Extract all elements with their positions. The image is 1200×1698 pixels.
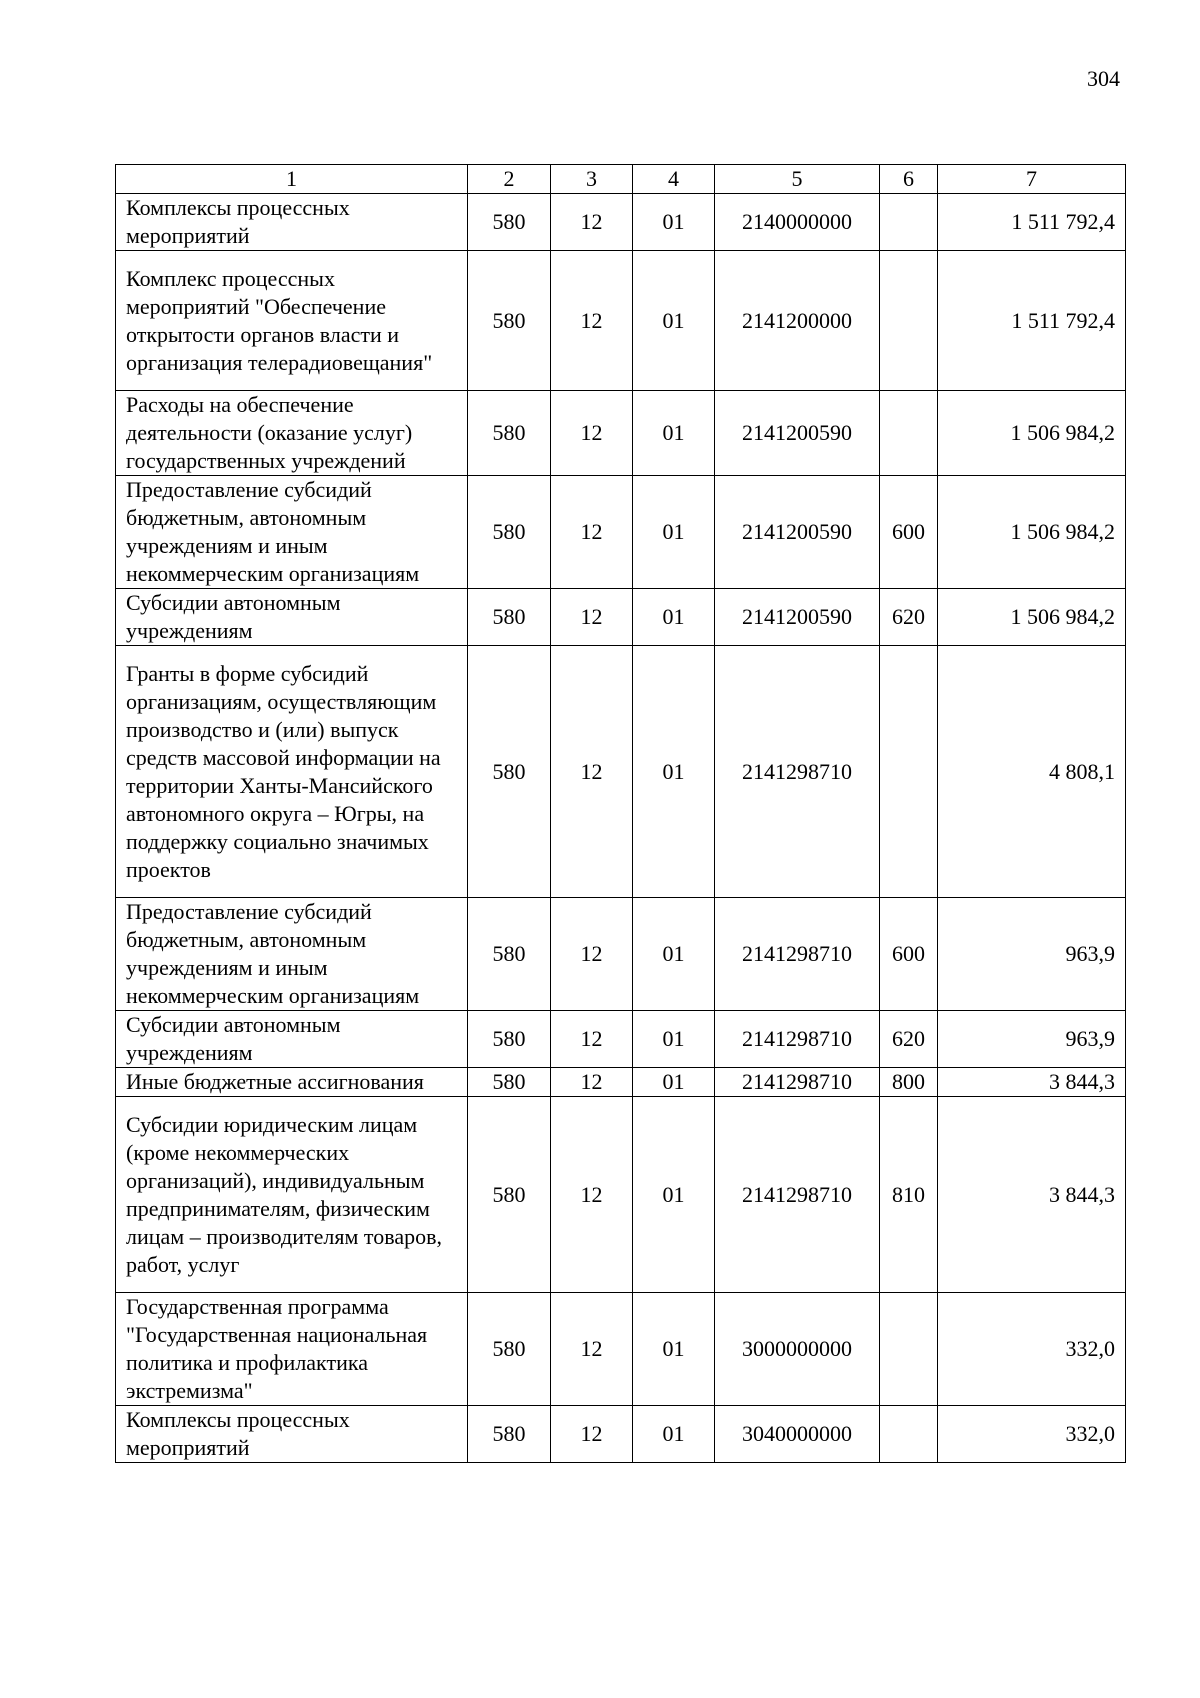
row-section-cell: 12 <box>551 251 633 391</box>
row-target-article-cell: 2141298710 <box>715 898 880 1011</box>
row-expense-type-cell: 810 <box>880 1097 938 1293</box>
budget-table <box>115 164 1126 1463</box>
row-amount-cell: 332,0 <box>938 1293 1126 1406</box>
row-section-cell: 12 <box>551 1011 633 1068</box>
column-header: 1 <box>116 165 468 194</box>
column-header: 3 <box>551 165 633 194</box>
row-admin-code-cell: 580 <box>468 1097 551 1293</box>
row-expense-type-cell <box>880 391 938 476</box>
row-name-cell: Предоставление субсидий бюджетным, автономным учреждениям и иным некоммерческим организациям <box>116 476 468 589</box>
row-name-cell: Субсидии юридическим лицам (кроме некоммерческих организаций), индивидуальным предпринимателям, физическим лицам – производителям товаров, работ, услуг <box>116 1097 468 1293</box>
row-subsection-cell: 01 <box>633 898 715 1011</box>
row-target-article-cell: 2141298710 <box>715 1011 880 1068</box>
row-name-cell: Предоставление субсидий бюджетным, автономным учреждениям и иным некоммерческим организациям <box>116 898 468 1011</box>
row-expense-type-cell <box>880 194 938 251</box>
row-name-cell: Расходы на обеспечение деятельности (оказание услуг) государственных учреждений <box>116 391 468 476</box>
row-expense-type-cell <box>880 251 938 391</box>
row-admin-code-cell: 580 <box>468 1068 551 1097</box>
row-admin-code-cell: 580 <box>468 1406 551 1463</box>
row-amount-cell: 4 808,1 <box>938 646 1126 898</box>
row-subsection-cell: 01 <box>633 476 715 589</box>
table-row <box>116 898 1126 1011</box>
table-row <box>116 646 1126 898</box>
row-section-cell: 12 <box>551 476 633 589</box>
column-header: 2 <box>468 165 551 194</box>
row-amount-cell: 1 511 792,4 <box>938 251 1126 391</box>
row-name-cell: Комплексы процессных мероприятий <box>116 194 468 251</box>
row-admin-code-cell: 580 <box>468 1011 551 1068</box>
row-subsection-cell: 01 <box>633 1068 715 1097</box>
row-name-cell: Иные бюджетные ассигнования <box>116 1068 468 1097</box>
row-target-article-cell: 2141200590 <box>715 391 880 476</box>
column-header: 7 <box>938 165 1126 194</box>
row-name-cell: Комплекс процессных мероприятий "Обеспечение открытости органов власти и организация телерадиовещания" <box>116 251 468 391</box>
row-amount-cell: 1 511 792,4 <box>938 194 1126 251</box>
row-amount-cell: 963,9 <box>938 1011 1126 1068</box>
table-header-row <box>116 165 1126 194</box>
row-admin-code-cell: 580 <box>468 898 551 1011</box>
row-admin-code-cell: 580 <box>468 476 551 589</box>
row-expense-type-cell <box>880 646 938 898</box>
row-section-cell: 12 <box>551 646 633 898</box>
table-row <box>116 391 1126 476</box>
row-name-cell: Субсидии автономным учреждениям <box>116 589 468 646</box>
row-section-cell: 12 <box>551 1406 633 1463</box>
row-subsection-cell: 01 <box>633 1097 715 1293</box>
table-row <box>116 589 1126 646</box>
row-section-cell: 12 <box>551 1097 633 1293</box>
row-amount-cell: 963,9 <box>938 898 1126 1011</box>
row-expense-type-cell: 600 <box>880 476 938 589</box>
row-amount-cell: 3 844,3 <box>938 1097 1126 1293</box>
page-number: 304 <box>1087 66 1120 91</box>
row-amount-cell: 3 844,3 <box>938 1068 1126 1097</box>
row-admin-code-cell: 580 <box>468 1293 551 1406</box>
table-row <box>116 1406 1126 1463</box>
row-admin-code-cell: 580 <box>468 391 551 476</box>
row-expense-type-cell <box>880 1293 938 1406</box>
row-target-article-cell: 2140000000 <box>715 194 880 251</box>
row-section-cell: 12 <box>551 194 633 251</box>
row-subsection-cell: 01 <box>633 1406 715 1463</box>
row-admin-code-cell: 580 <box>468 589 551 646</box>
row-expense-type-cell: 800 <box>880 1068 938 1097</box>
row-expense-type-cell <box>880 1406 938 1463</box>
row-amount-cell: 332,0 <box>938 1406 1126 1463</box>
row-expense-type-cell: 620 <box>880 589 938 646</box>
row-subsection-cell: 01 <box>633 194 715 251</box>
row-section-cell: 12 <box>551 1068 633 1097</box>
row-admin-code-cell: 580 <box>468 646 551 898</box>
row-target-article-cell: 2141200590 <box>715 589 880 646</box>
row-amount-cell: 1 506 984,2 <box>938 476 1126 589</box>
row-subsection-cell: 01 <box>633 646 715 898</box>
column-header: 6 <box>880 165 938 194</box>
row-expense-type-cell: 620 <box>880 1011 938 1068</box>
row-target-article-cell: 2141298710 <box>715 646 880 898</box>
table-row <box>116 476 1126 589</box>
table-row <box>116 194 1126 251</box>
row-section-cell: 12 <box>551 1293 633 1406</box>
row-section-cell: 12 <box>551 589 633 646</box>
row-section-cell: 12 <box>551 391 633 476</box>
row-target-article-cell: 2141298710 <box>715 1097 880 1293</box>
row-subsection-cell: 01 <box>633 251 715 391</box>
row-amount-cell: 1 506 984,2 <box>938 391 1126 476</box>
row-target-article-cell: 3040000000 <box>715 1406 880 1463</box>
table-row <box>116 1068 1126 1097</box>
row-subsection-cell: 01 <box>633 1011 715 1068</box>
row-subsection-cell: 01 <box>633 391 715 476</box>
row-admin-code-cell: 580 <box>468 194 551 251</box>
table-row <box>116 1293 1126 1406</box>
row-name-cell: Государственная программа "Государственная национальная политика и профилактика экстремизма" <box>116 1293 468 1406</box>
table-row <box>116 251 1126 391</box>
row-amount-cell: 1 506 984,2 <box>938 589 1126 646</box>
table-row <box>116 1011 1126 1068</box>
row-section-cell: 12 <box>551 898 633 1011</box>
column-header: 5 <box>715 165 880 194</box>
row-target-article-cell: 2141200590 <box>715 476 880 589</box>
row-name-cell: Комплексы процессных мероприятий <box>116 1406 468 1463</box>
row-expense-type-cell: 600 <box>880 898 938 1011</box>
row-name-cell: Субсидии автономным учреждениям <box>116 1011 468 1068</box>
table-row <box>116 1097 1126 1293</box>
row-target-article-cell: 3000000000 <box>715 1293 880 1406</box>
row-target-article-cell: 2141200000 <box>715 251 880 391</box>
column-header: 4 <box>633 165 715 194</box>
row-admin-code-cell: 580 <box>468 251 551 391</box>
row-subsection-cell: 01 <box>633 1293 715 1406</box>
row-subsection-cell: 01 <box>633 589 715 646</box>
row-name-cell: Гранты в форме субсидий организациям, осуществляющим производство и (или) выпуск средств массовой информации на территории Ханты-Мансийского автономного округа – Югры, на поддержку социально значимых проектов <box>116 646 468 898</box>
row-target-article-cell: 2141298710 <box>715 1068 880 1097</box>
